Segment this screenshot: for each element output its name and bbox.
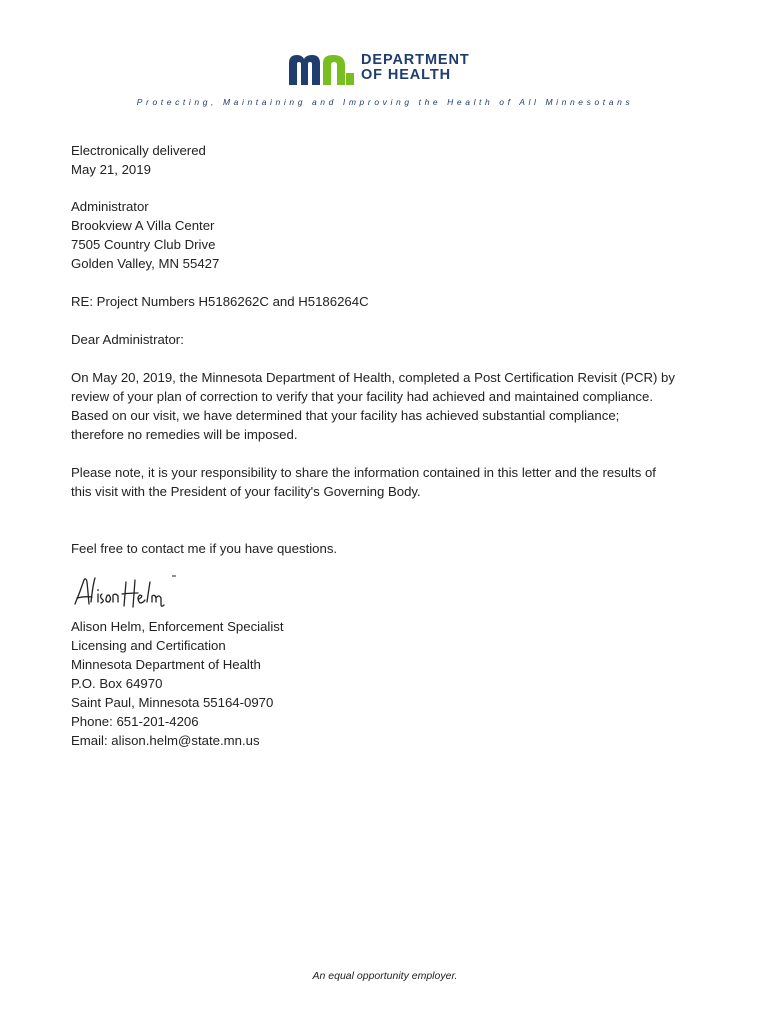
delivery-block bbox=[71, 141, 711, 179]
paragraph-2-line: this visit with the President of your facility's Governing Body. bbox=[71, 484, 421, 499]
logo-line-2: OF HEALTH bbox=[361, 67, 451, 83]
signer-name-title: Alison Helm, Enforcement Specialist bbox=[71, 619, 284, 634]
salutation-text: Dear Administrator: bbox=[71, 332, 184, 347]
paragraph-1-line: therefore no remedies will be imposed. bbox=[71, 427, 298, 442]
re-line bbox=[71, 292, 711, 311]
signer-department: Minnesota Department of Health bbox=[71, 657, 261, 672]
delivery-method: Electronically delivered bbox=[71, 143, 206, 158]
recipient-street: 7505 Country Club Drive bbox=[71, 237, 216, 252]
signer-city: Saint Paul, Minnesota 55164-0970 bbox=[71, 695, 274, 710]
mn-logo-icon bbox=[289, 53, 355, 85]
signer-email: Email: alison.helm@state.mn.us bbox=[71, 733, 260, 748]
signer-block bbox=[71, 617, 711, 750]
logo-line-1: DEPARTMENT bbox=[361, 52, 470, 68]
paragraph-1 bbox=[71, 368, 711, 444]
closing-text: Feel free to contact me if you have questions. bbox=[71, 541, 338, 556]
logo-wordmark bbox=[361, 53, 470, 83]
paragraph-2-line: Please note, it is your responsibility to share the information contained in this letter and the results of bbox=[71, 465, 656, 480]
recipient-city: Golden Valley, MN 55427 bbox=[71, 256, 220, 271]
signer-unit: Licensing and Certification bbox=[71, 638, 226, 653]
paragraph-1-line: review of your plan of correction to verify that your facility had achieved and maintained compliance. bbox=[71, 389, 654, 404]
recipient-facility: Brookview A Villa Center bbox=[71, 218, 215, 233]
closing bbox=[71, 539, 711, 558]
paragraph-2 bbox=[71, 463, 711, 501]
re-line-text: RE: Project Numbers H5186262C and H5186264C bbox=[71, 294, 369, 309]
paragraph-1-line: Based on our visit, we have determined that your facility has achieved substantial compliance; bbox=[71, 408, 620, 423]
signer-po-box: P.O. Box 64970 bbox=[71, 676, 163, 691]
mdh-logo bbox=[289, 53, 489, 87]
signer-phone: Phone: 651-201-4206 bbox=[71, 714, 199, 729]
footer-note: An equal opportunity employer. bbox=[312, 970, 458, 982]
letter-date: May 21, 2019 bbox=[71, 162, 151, 177]
recipient-address bbox=[71, 197, 711, 273]
tagline: Protecting, Maintaining and Improving the Health of All Minnesotans bbox=[136, 97, 634, 107]
paragraph-1-line: On May 20, 2019, the Minnesota Department of Health, completed a Post Certification Revisit (PCR) by bbox=[71, 370, 675, 385]
recipient-title: Administrator bbox=[71, 199, 149, 214]
handwritten-signature bbox=[72, 574, 182, 614]
salutation bbox=[71, 330, 711, 349]
